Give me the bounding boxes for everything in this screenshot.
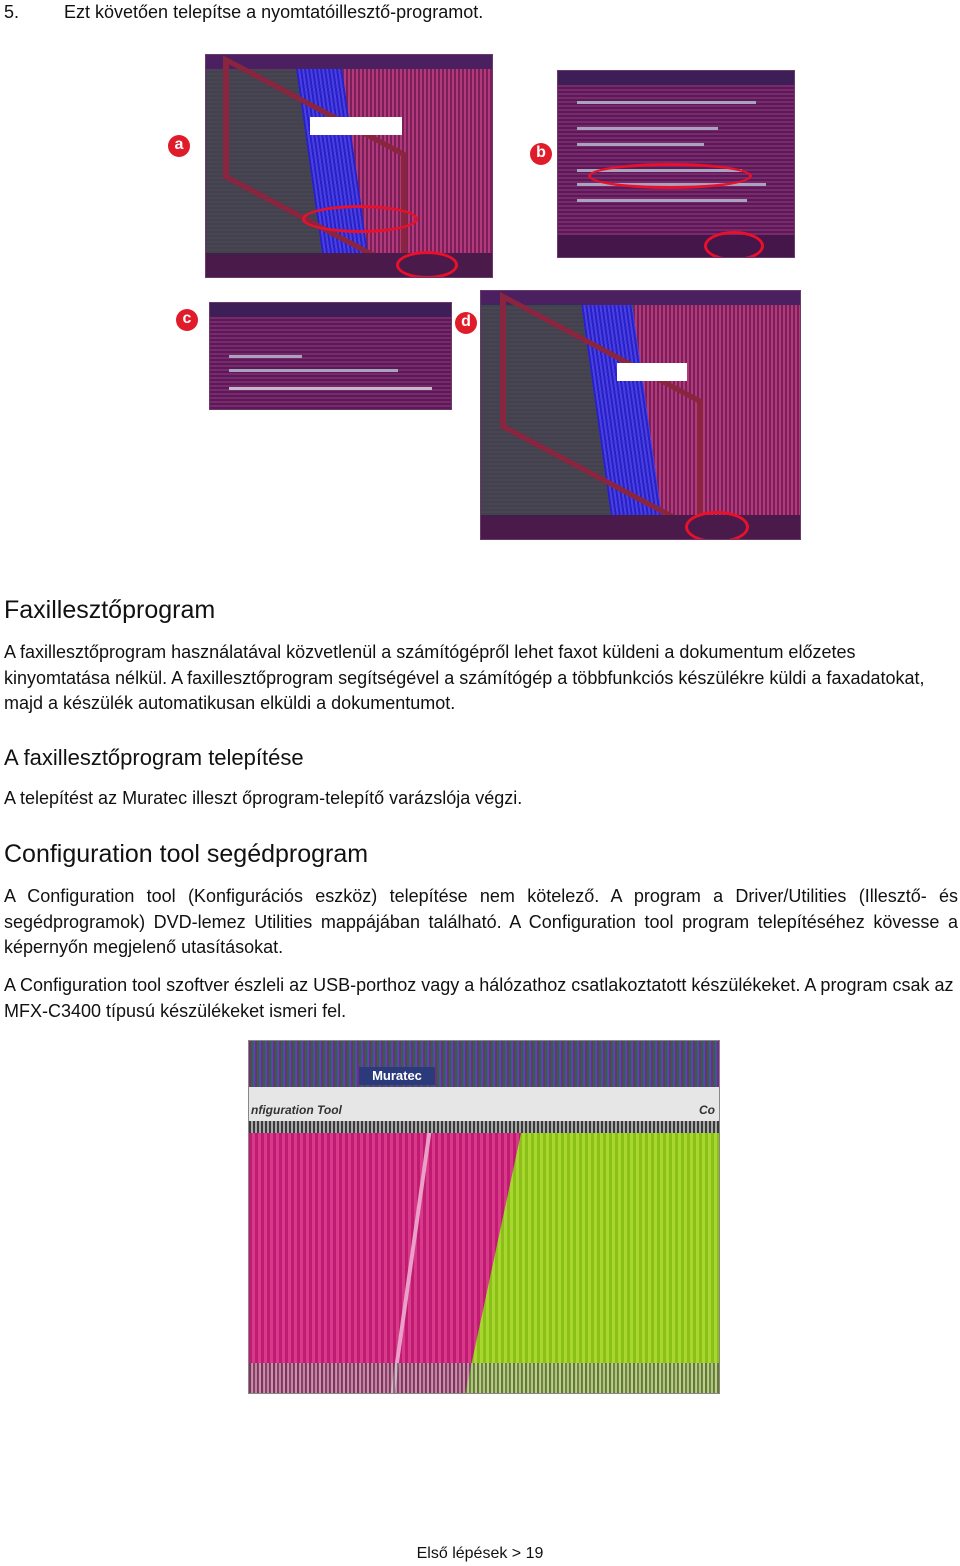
screenshot-configuration-tool <box>248 1040 720 1394</box>
screenshot-c-copy-progress <box>209 302 452 410</box>
config-window-title: nfiguration Tool <box>251 1103 342 1117</box>
heading-fax-install: A faxillesztőprogram telepítése <box>4 745 304 770</box>
heading-configuration-tool: Configuration tool segédprogram <box>4 840 369 868</box>
screenshot-a-wizard-welcome <box>205 54 493 278</box>
step-number: 5. <box>4 2 20 22</box>
marker-b: b <box>530 143 552 165</box>
paragraph-fax-install: A telepítést az Muratec illeszt őprogram-telepítő varázslója végzi. <box>4 788 523 808</box>
paragraph-config-1: A Configuration tool (Konfigurációs eszköz) telepítése nem kötelező. A program a Driver/Utilities (Illesztő- és segédprogramok) DVD-lemez Utilities mappájában található. A Configuration tool program telepítéséhez kövesse a képernyőn megjelenő utasításokat. <box>4 886 958 957</box>
paragraph-fax-intro: A faxillesztőprogram használatával közvetlenül a számítógépről lehet faxot küldeni a dokumentum előzetes kinyomtatása nélkül. A faxillesztőprogram segítségével a számítógép a többfunkciós készülékre küldi a faxadatokat, majd a készülék automatikusan elküldi a dokumentumot. <box>4 642 925 713</box>
marker-a: a <box>168 135 190 157</box>
config-right-text: Co <box>699 1103 715 1117</box>
paragraph-config-2: A Configuration tool szoftver észleli az USB-porthoz vagy a hálózathoz csatlakoztatott készülékeket. A program csak az MFX-C3400 típusú készülékeket ismeri fel. <box>4 975 954 1021</box>
step-text: Ezt követően telepítse a nyomtatóillesztő-programot. <box>64 2 484 22</box>
marker-c: c <box>176 309 198 331</box>
page-footer: Első lépések > 19 <box>416 1545 544 1562</box>
heading-faxillesztoprogram: Faxillesztőprogram <box>4 596 216 624</box>
screenshot-b-license-dialog <box>557 70 795 258</box>
step-5 <box>4 2 483 23</box>
screenshot-d-wizard-finish <box>480 290 801 540</box>
config-logo: Muratec <box>359 1067 435 1085</box>
marker-d: d <box>455 312 477 334</box>
